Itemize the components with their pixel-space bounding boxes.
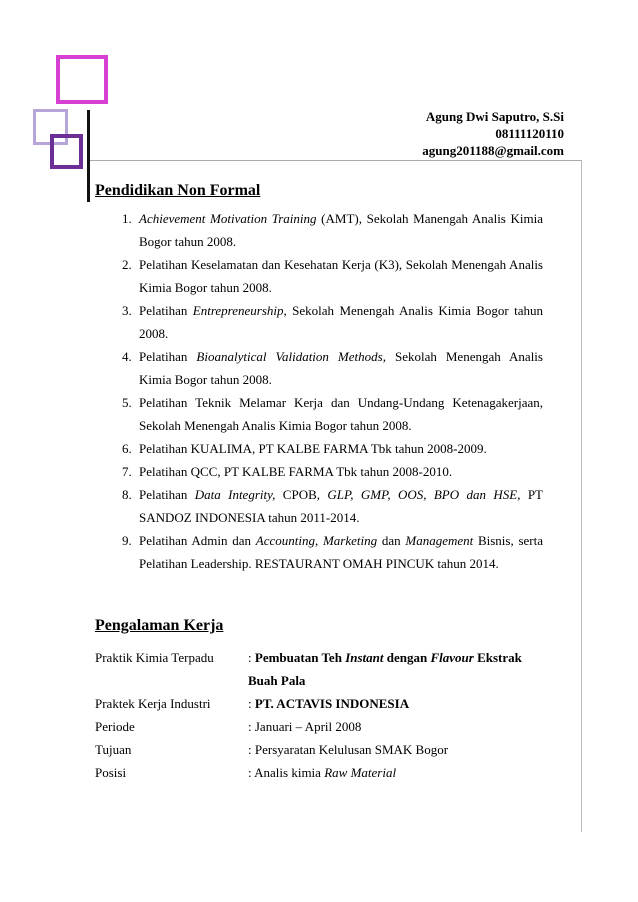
text-run: CPOB: [275, 487, 317, 502]
experience-table: [95, 646, 545, 784]
text-run: Accounting: [255, 533, 315, 548]
non-formal-item: [135, 253, 543, 299]
non-formal-item: [135, 460, 543, 483]
page-right-rule: [581, 160, 582, 832]
text-run: Ekstrak Buah Pala: [248, 650, 522, 688]
experience-row: [95, 761, 545, 784]
text-run: , Sekolah Menengah Analis Kimia Bogor tahun 2008.: [139, 303, 543, 341]
text-run: dengan: [383, 650, 431, 665]
text-run: Flavour: [430, 650, 474, 665]
text-run: Pelatihan: [139, 349, 197, 364]
decorative-vertical-bar: [87, 110, 90, 202]
text-run: ,: [314, 533, 323, 548]
text-run: dan: [377, 533, 406, 548]
non-formal-item: [135, 299, 543, 345]
experience-value: [248, 761, 545, 784]
experience-value: [248, 646, 545, 692]
text-run: :: [248, 650, 255, 665]
text-run: Marketing: [322, 533, 378, 548]
text-run: Raw Material: [324, 765, 397, 780]
text-run: Achievement Motivation Training: [139, 211, 317, 226]
non-formal-item: [135, 529, 543, 575]
contact-phone: 08111120110: [495, 126, 564, 141]
experience-label: Tujuan: [95, 742, 132, 757]
experience-label: Praktek Kerja Industri: [95, 696, 211, 711]
text-run: Pelatihan Teknik Melamar Kerja dan Undang-Undang Ketenagakerjaan, Sekolah Menengah Analis Kimia Bogor tahun 2008.: [139, 395, 543, 433]
text-run: PT SANDOZ INDONESIA tahun 2011-2014.: [139, 487, 543, 525]
experience-row: [95, 738, 545, 761]
experience-row: [95, 715, 545, 738]
experience-label: Praktik Kimia Terpadu: [95, 650, 214, 665]
text-run: (AMT), Sekolah Manengah Analis Kimia Bogor tahun 2008.: [139, 211, 543, 249]
non-formal-item: [135, 483, 543, 529]
text-run: Pelatihan Keselamatan dan Kesehatan Kerja (K3), Sekolah Menengah Analis Kimia Bogor tahun 2008.: [139, 257, 543, 295]
experience-value: [248, 715, 545, 738]
experience-row: [95, 646, 545, 692]
text-run: Pelatihan: [139, 487, 195, 502]
text-run: PT. ACTAVIS INDONESIA: [254, 696, 410, 711]
non-formal-item: [135, 207, 543, 253]
text-run: , Sekolah Menengah Analis Kimia Bogor tahun 2008.: [139, 349, 543, 387]
non-formal-item: [135, 391, 543, 437]
text-run: Entrepreneurship: [192, 303, 284, 318]
text-run: Pelatihan: [139, 303, 193, 318]
decorative-square-magenta: [56, 55, 108, 104]
contact-block: [422, 108, 564, 159]
contact-email: agung201188@gmail.com: [422, 143, 564, 158]
experience-row: [95, 692, 545, 715]
text-run: :: [248, 696, 255, 711]
decorative-square-purple: [50, 134, 83, 169]
text-run: : Januari – April 2008: [248, 719, 362, 734]
text-run: Instant: [345, 650, 384, 665]
text-run: Bisnis, serta Pelatihan Leadership. RESTAURANT OMAH PINCUK tahun 2014.: [139, 533, 544, 571]
header-divider: [90, 160, 582, 161]
text-run: : Analis kimia: [248, 765, 325, 780]
experience-value: [248, 692, 545, 715]
non-formal-list: [95, 207, 543, 575]
section-title-experience: Pengalaman Kerja: [95, 617, 224, 634]
text-run: Bioanalytical Validation Methods: [196, 349, 383, 364]
section-title-non-formal: Pendidikan Non Formal: [95, 182, 261, 199]
text-run: Management: [405, 533, 474, 548]
text-run: Pelatihan KUALIMA, PT KALBE FARMA Tbk tahun 2008-2009.: [139, 441, 487, 456]
text-run: , GLP, GMP, OOS, BPO dan HSE,: [316, 487, 521, 502]
text-run: Data Integrity,: [194, 487, 276, 502]
non-formal-item: [135, 437, 543, 460]
non-formal-item: [135, 345, 543, 391]
text-run: Pembuatan Teh: [254, 650, 346, 665]
experience-label: Periode: [95, 719, 135, 734]
experience-value: [248, 738, 545, 761]
text-run: Pelatihan Admin dan: [139, 533, 256, 548]
text-run: : Persyaratan Kelulusan SMAK Bogor: [248, 742, 449, 757]
contact-name: Agung Dwi Saputro, S.Si: [425, 109, 564, 124]
text-run: Pelatihan QCC, PT KALBE FARMA Tbk tahun 2008-2010.: [139, 464, 453, 479]
experience-label: Posisi: [95, 765, 127, 780]
